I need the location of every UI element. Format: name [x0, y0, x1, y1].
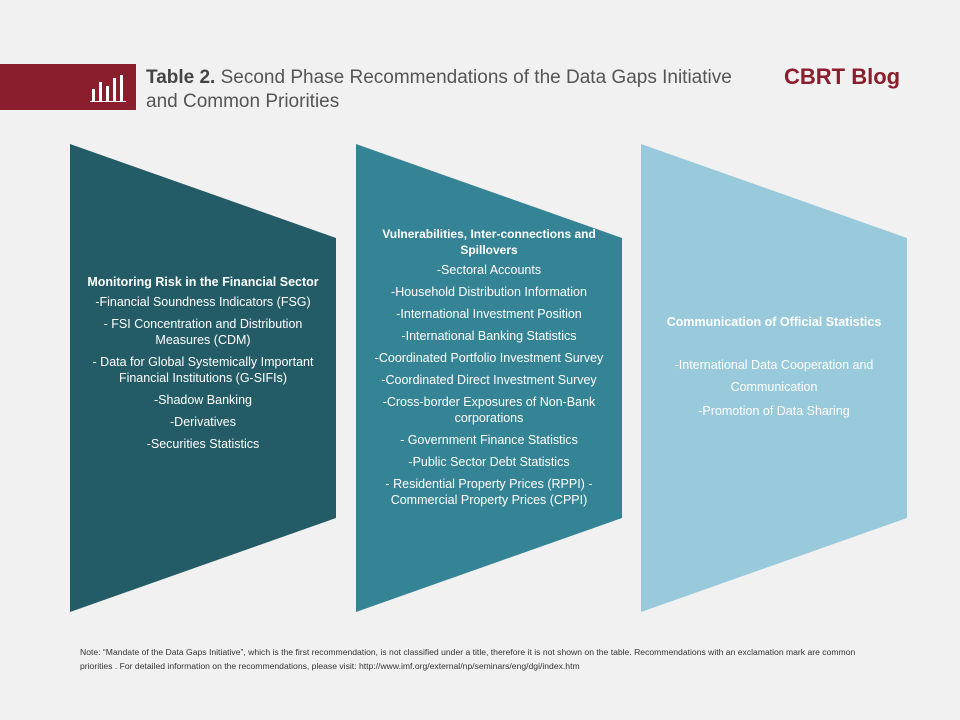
list-item: -Cross-border Exposures of Non-Bank corporations [382, 395, 596, 425]
footnote: Note: “Mandate of the Data Gaps Initiative”, which is the first recommendation, is not classified under a title, therefore it is not shown on the table. Recommendations with an exclamation mark are common priorities . For detailed information on the recommendations, please visit: http://www.imf.org/external/np/seminars/eng/dgi/index.htm [80, 647, 856, 671]
title-prefix: Table 2. [146, 67, 216, 88]
column-heading: Communication of Official Statistics [666, 315, 882, 329]
column-heading: Monitoring Risk in the Financial Sector [87, 275, 319, 289]
list-item: - Residential Property Prices (RPPI) - Commercial Property Prices (CPPI) [385, 477, 593, 507]
list-item: -Household Distribution Information [391, 285, 587, 299]
header-accent-bar [0, 64, 136, 110]
chevron-communication [641, 144, 907, 612]
list-item: - FSI Concentration and Distribution Measures (CDM) [103, 317, 303, 347]
list-item: -Sectoral Accounts [436, 263, 542, 277]
column-heading: Vulnerabilities, Inter-connections and Spillovers [382, 227, 596, 257]
list-item: -Promotion of Data Sharing [698, 404, 850, 418]
list-item: -Coordinated Direct Investment Survey [381, 373, 597, 387]
list-item: -International Investment Position [396, 307, 582, 321]
chevron-vulnerabilities [356, 144, 622, 612]
title-text: Second Phase Recommendations of the Data Gaps Initiative and Common Priorities [146, 67, 732, 112]
list-item: -Financial Soundness Indicators (FSG) [95, 295, 311, 309]
page-title [146, 66, 746, 114]
list-item: -Public Sector Debt Statistics [408, 455, 570, 469]
list-item: -International Banking Statistics [401, 329, 577, 343]
list-item: -Securities Statistics [146, 437, 260, 451]
chevron-3-content [651, 314, 897, 424]
chevron-1-content [78, 274, 328, 458]
chevron-2-content [364, 226, 614, 514]
bar-chart-icon [90, 72, 130, 102]
list-item: - Data for Global Systemically Important Financial Institutions (G-SIFIs) [92, 355, 314, 385]
brand-logo-text: CBRT Blog [784, 64, 901, 89]
list-item: -Shadow Banking [154, 393, 252, 407]
list-item: - Government Finance Statistics [400, 433, 578, 447]
list-item: -International Data Cooperation and Communication [674, 358, 874, 394]
chevron-monitoring-risk [70, 144, 336, 612]
list-item: -Coordinated Portfolio Investment Survey [374, 351, 604, 365]
list-item: -Derivatives [170, 415, 236, 429]
